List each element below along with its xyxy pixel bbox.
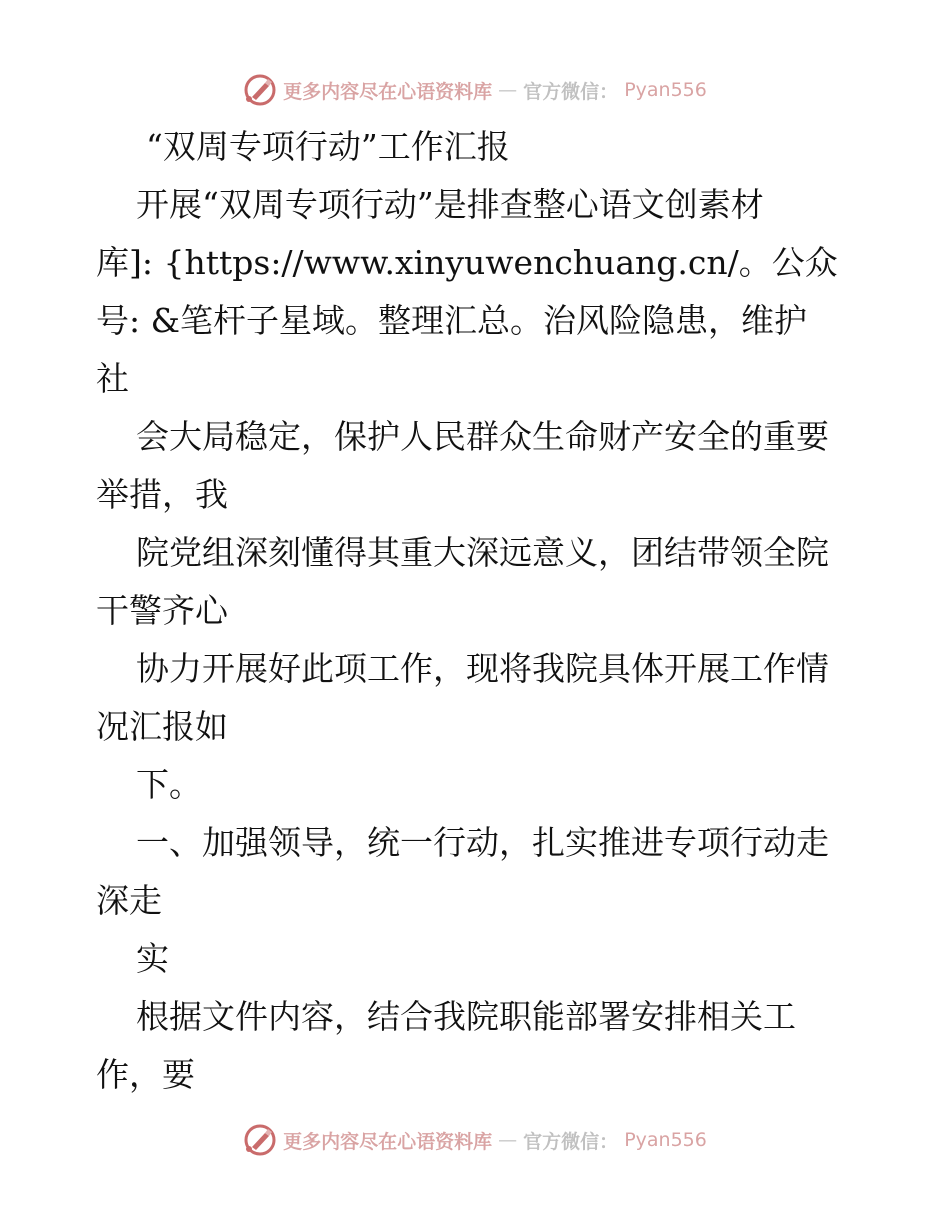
- header-banner: [0, 70, 950, 110]
- banner-dash: —: [498, 1129, 518, 1151]
- pen-logo-icon: [243, 73, 277, 107]
- banner-official-label: 官方微信：: [523, 1130, 619, 1153]
- banner-wechat-id: Pyan556: [624, 79, 707, 101]
- text-line: 号: &笔杆子星域。整理汇总。治风险隐患，维护: [96, 301, 807, 340]
- text-line: 下。: [136, 765, 202, 804]
- footer-banner: [0, 1120, 950, 1160]
- text-line: 开展“双周专项行动”是排查整心语文创素材: [136, 185, 764, 224]
- text-line: 深走: [96, 881, 162, 920]
- text-line: 社: [96, 359, 129, 398]
- text-line: 作，要: [96, 1055, 195, 1094]
- text-line: 况汇报如: [96, 707, 228, 746]
- text-line: 协力开展好此项工作，现将我院具体开展工作情: [136, 649, 829, 688]
- text-line: 根据文件内容，结合我院职能部署安排相关工: [136, 997, 796, 1036]
- text-line: 举措，我: [96, 475, 228, 514]
- section-heading: 一、加强领导，统一行动，扎实推进专项行动走: [136, 823, 829, 862]
- text-line: 会大局稳定，保护人民群众生命财产安全的重要: [136, 417, 829, 456]
- banner-wechat-id: Pyan556: [624, 1129, 707, 1151]
- text-line: 实: [136, 939, 169, 978]
- text-line: 干警齐心: [96, 591, 228, 630]
- text-line: 库]: {https://www.xinyuwenchuang.cn/。公众: [96, 243, 838, 282]
- pen-logo-icon: [243, 1123, 277, 1157]
- banner-official-label: 官方微信：: [523, 80, 619, 103]
- document-title: “双周专项行动”工作汇报: [146, 127, 510, 166]
- banner-site-text: 更多内容尽在心语资料库: [283, 1130, 493, 1153]
- banner-site-text: 更多内容尽在心语资料库: [283, 80, 493, 103]
- banner-dash: —: [498, 79, 518, 101]
- text-line: 院党组深刻懂得其重大深远意义，团结带领全院: [136, 533, 829, 572]
- document-body: [96, 118, 856, 1104]
